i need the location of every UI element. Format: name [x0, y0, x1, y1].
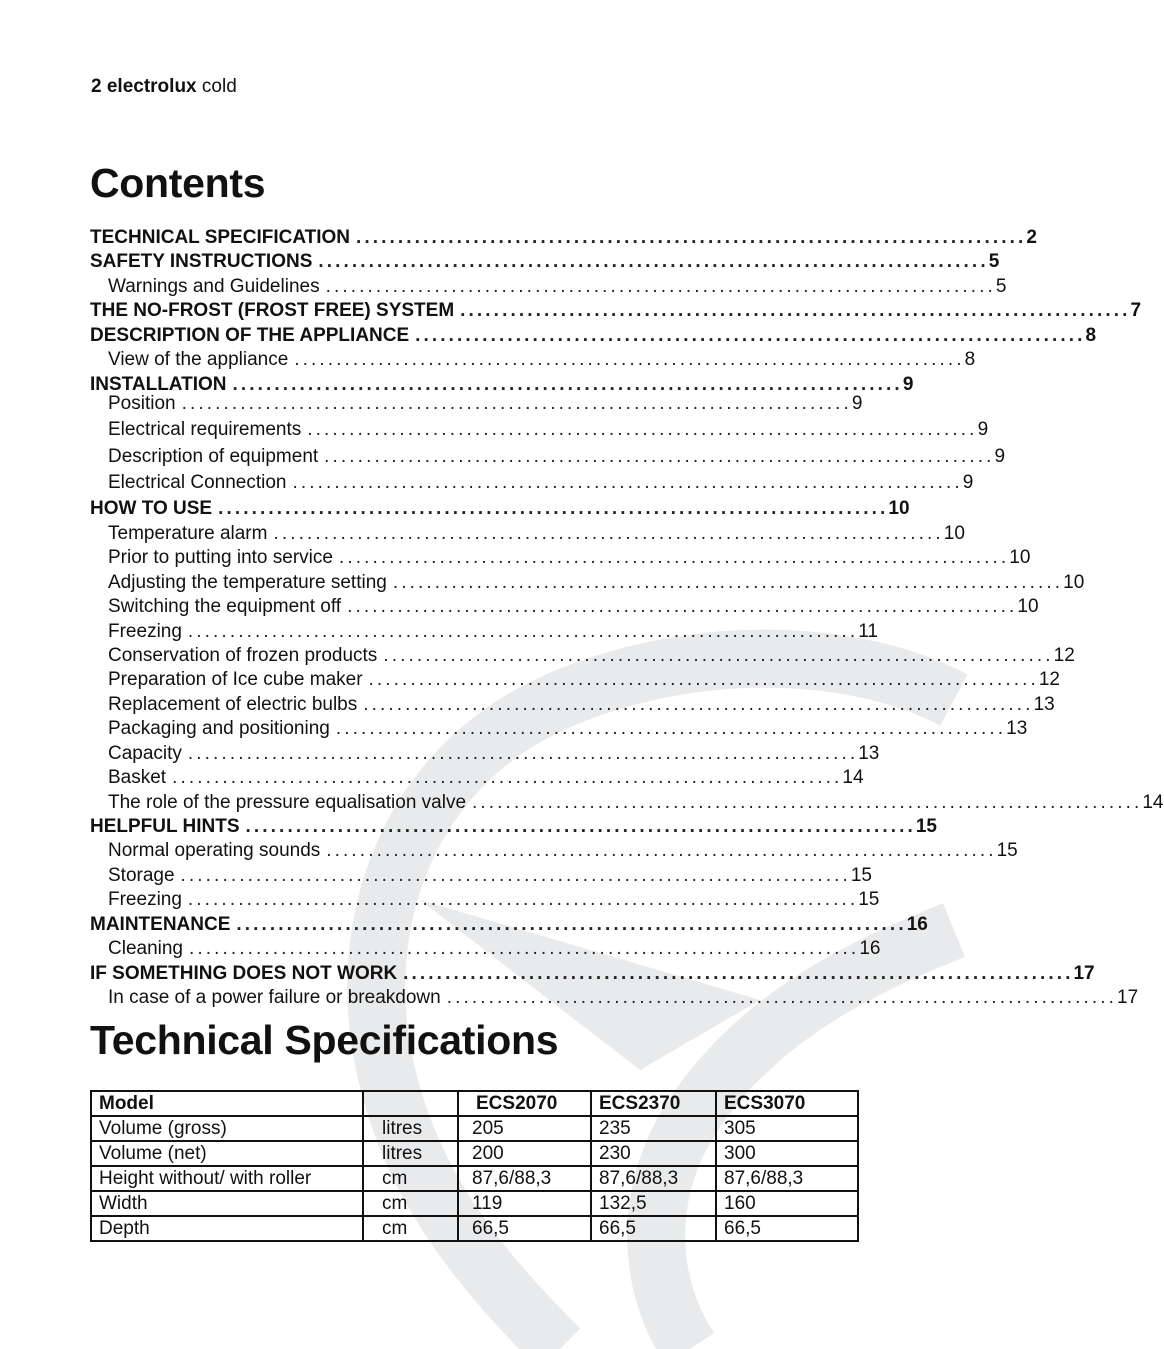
table-cell: 66,5 — [458, 1216, 591, 1241]
toc-dot-leader: ................................................................................ — [294, 349, 965, 370]
toc-entry-title: Packaging and positioning — [108, 718, 330, 739]
toc-subsection-entry — [108, 693, 1055, 717]
toc-entry-title: View of the appliance — [108, 349, 289, 370]
table-cell: Volume (gross) — [91, 1116, 363, 1141]
toc-entry-title: HOW TO USE — [90, 498, 213, 519]
toc-page-number: 12 — [1038, 669, 1060, 690]
table-cell: Depth — [91, 1216, 363, 1241]
toc-page-number: 9 — [851, 393, 863, 414]
toc-dot-leader: ................................................................................ — [335, 718, 1007, 739]
column-header — [363, 1091, 458, 1116]
column-header: Model — [91, 1091, 363, 1116]
toc-entry-title: Electrical Connection — [108, 472, 287, 493]
toc-entry-title: Preparation of Ice cube maker — [108, 669, 363, 690]
toc-entry-title: Warnings and Guidelines — [108, 276, 320, 297]
table-cell: 66,5 — [591, 1216, 716, 1241]
table-cell: 87,6/88,3 — [591, 1166, 716, 1191]
toc-page-number: 15 — [996, 840, 1018, 861]
toc-subsection-entry — [108, 888, 880, 912]
table-cell: 235 — [591, 1116, 716, 1141]
toc-page-number: 15 — [850, 865, 872, 886]
table-cell: 87,6/88,3 — [458, 1166, 591, 1191]
toc-entry-title: HELPFUL HINTS — [90, 816, 240, 837]
toc-dot-leader: ................................................................................ — [307, 419, 978, 440]
toc-page-number: 5 — [988, 251, 1000, 272]
toc-entry-title: Replacement of electric bulbs — [108, 694, 358, 715]
toc-subsection-entry — [108, 864, 872, 888]
toc-dot-leader: ................................................................................ — [187, 621, 859, 642]
toc-subsection-entry — [108, 471, 974, 495]
toc-entry-title: Basket — [108, 767, 167, 788]
toc-subsection-entry — [108, 644, 1075, 668]
toc-subsection-entry — [108, 445, 1006, 469]
toc-page-number: 9 — [977, 419, 989, 440]
brand-name: electrolux — [106, 76, 197, 97]
table-header-row — [91, 1091, 858, 1116]
toc-dot-leader: ................................................................................ — [368, 669, 1039, 690]
toc-entry-title: DESCRIPTION OF THE APPLIANCE — [90, 325, 410, 346]
toc-subsection-entry — [108, 595, 1039, 619]
table-cell: litres — [363, 1116, 458, 1141]
table-cell: litres — [363, 1141, 458, 1166]
toc-entry-title: IF SOMETHING DOES NOT WORK — [90, 963, 398, 984]
table-cell: Width — [91, 1191, 363, 1216]
toc-page-number: 7 — [1130, 300, 1142, 321]
toc-page-number: 2 — [1026, 227, 1037, 248]
toc-dot-leader: ................................................................................ — [189, 938, 860, 959]
toc-subsection-entry — [108, 742, 880, 766]
table-row — [91, 1216, 858, 1241]
toc-subsection-entry — [108, 717, 1028, 741]
toc-dot-leader: ................................................................................ — [181, 393, 852, 414]
toc-section-entry — [90, 250, 1000, 274]
toc-page-number: 10 — [1063, 572, 1085, 593]
table-cell: 160 — [716, 1191, 858, 1216]
toc-dot-leader: ................................................................................ — [218, 498, 889, 519]
toc-dot-leader: ................................................................................ — [338, 547, 1010, 568]
toc-subsection-entry — [108, 522, 965, 546]
toc-dot-leader: ................................................................................ — [318, 251, 989, 272]
page-number: 2 — [91, 76, 102, 97]
toc-dot-leader: ................................................................................ — [172, 767, 843, 788]
toc-page-number: 10 — [1009, 547, 1031, 568]
toc-entry-title: Switching the equipment off — [108, 596, 342, 617]
toc-subsection-entry — [108, 839, 1018, 863]
toc-section-entry — [90, 962, 1095, 986]
toc-dot-leader: ................................................................................ — [187, 889, 859, 910]
toc-page-number: 9 — [962, 472, 974, 493]
table-cell: 119 — [458, 1191, 591, 1216]
toc-entry-title: SAFETY INSTRUCTIONS — [90, 251, 313, 272]
toc-entry-title: Adjusting the temperature setting — [108, 572, 387, 593]
table-row — [91, 1141, 858, 1166]
toc-page-number: 17 — [1117, 987, 1139, 1008]
toc-page-number: 14 — [842, 767, 864, 788]
toc-page-number: 16 — [906, 914, 928, 935]
toc-subsection-entry — [108, 937, 881, 961]
table-cell: 132,5 — [591, 1191, 716, 1216]
toc-dot-leader: ................................................................................ — [403, 963, 1074, 984]
table-row — [91, 1116, 858, 1141]
table-cell: 230 — [591, 1141, 716, 1166]
table-cell: cm — [363, 1216, 458, 1241]
table-cell: 300 — [716, 1141, 858, 1166]
toc-subsection-entry — [108, 348, 976, 372]
toc-page-number: 10 — [1017, 596, 1039, 617]
toc-dot-leader: ................................................................................ — [187, 743, 859, 764]
table-cell: Volume (net) — [91, 1141, 363, 1166]
toc-page-number: 10 — [943, 523, 965, 544]
toc-entry-title: Normal operating sounds — [108, 840, 321, 861]
toc-entry-title: Conservation of frozen products — [108, 645, 378, 666]
table-cell: Height without/ with roller — [91, 1166, 363, 1191]
toc-entry-title: Storage — [108, 865, 175, 886]
toc-page-number: 8 — [1085, 325, 1097, 346]
toc-entry-title: MAINTENANCE — [90, 914, 231, 935]
toc-subsection-entry — [108, 620, 878, 644]
toc-entry-title: In case of a power failure or breakdown — [108, 987, 441, 1008]
toc-section-entry — [90, 913, 928, 937]
toc-page-number: 17 — [1073, 963, 1095, 984]
page-header — [91, 76, 237, 98]
toc-dot-leader: ................................................................................ — [383, 645, 1054, 666]
toc-subsection-entry — [108, 546, 1031, 570]
table-row — [91, 1191, 858, 1216]
toc-page-number: 9 — [994, 446, 1006, 467]
toc-page-number: 8 — [964, 349, 976, 370]
section-name: cold — [201, 76, 237, 97]
toc-entry-title: Freezing — [108, 889, 182, 910]
table-cell: cm — [363, 1191, 458, 1216]
toc-section-entry — [90, 324, 1097, 348]
toc-dot-leader: ................................................................................ — [232, 374, 903, 395]
toc-subsection-entry — [108, 668, 1060, 692]
toc-section-entry — [90, 299, 1142, 323]
toc-entry-title: Position — [108, 393, 176, 414]
contents-title: Contents — [90, 160, 266, 206]
column-header: ECS2070 — [458, 1091, 591, 1116]
toc-page-number: 14 — [1142, 792, 1164, 813]
toc-entry-title: INSTALLATION — [90, 374, 227, 395]
toc-entry-title: TECHNICAL SPECIFICATION — [90, 227, 351, 248]
toc-entry-title: Cleaning — [108, 938, 183, 959]
toc-dot-leader: ................................................................................ — [245, 816, 916, 837]
technical-specifications-title: Technical Specifications — [90, 1017, 559, 1063]
toc-entry-title: Electrical requirements — [108, 419, 302, 440]
table-cell: 87,6/88,3 — [716, 1166, 858, 1191]
table-cell: 66,5 — [716, 1216, 858, 1241]
toc-subsection-entry — [108, 275, 1007, 299]
technical-specifications-table — [90, 1090, 859, 1242]
toc-page-number: 13 — [858, 743, 880, 764]
toc-subsection-entry — [108, 392, 863, 416]
toc-dot-leader: ................................................................................ — [356, 227, 1027, 248]
toc-dot-leader: ................................................................................ — [324, 446, 995, 467]
toc-page-number: 13 — [1033, 694, 1055, 715]
toc-subsection-entry — [108, 791, 1164, 815]
toc-subsection-entry — [108, 986, 1139, 1010]
toc-dot-leader: ................................................................................ — [415, 325, 1086, 346]
table-cell: cm — [363, 1166, 458, 1191]
toc-dot-leader: ................................................................................ — [292, 472, 963, 493]
toc-dot-leader: ................................................................................ — [325, 276, 996, 297]
column-header: ECS3070 — [716, 1091, 858, 1116]
toc-page-number: 10 — [888, 498, 910, 519]
toc-entry-title: The role of the pressure equalisation valve — [108, 792, 467, 813]
toc-entry-title: Capacity — [108, 743, 182, 764]
toc-dot-leader: ................................................................................ — [472, 792, 1143, 813]
table-cell: 305 — [716, 1116, 858, 1141]
toc-section-entry — [90, 497, 910, 521]
toc-entry-title: THE NO-FROST (FROST FREE) SYSTEM — [90, 300, 455, 321]
toc-dot-leader: ................................................................................ — [363, 694, 1034, 715]
toc-dot-leader: ................................................................................ — [326, 840, 997, 861]
table-row — [91, 1166, 858, 1191]
toc-subsection-entry — [108, 418, 989, 442]
toc-entry-title: Prior to putting into service — [108, 547, 333, 568]
toc-dot-leader: ................................................................................ — [392, 572, 1064, 593]
toc-dot-leader: ................................................................................ — [460, 300, 1131, 321]
toc-page-number: 11 — [858, 621, 878, 642]
toc-dot-leader: ................................................................................ — [180, 865, 851, 886]
toc-page-number: 12 — [1053, 645, 1075, 666]
toc-subsection-entry — [108, 571, 1085, 595]
table-cell: 200 — [458, 1141, 591, 1166]
toc-page-number: 15 — [915, 816, 937, 837]
toc-entry-title: Description of equipment — [108, 446, 319, 467]
toc-page-number: 5 — [995, 276, 1007, 297]
toc-page-number: 13 — [1006, 718, 1028, 739]
column-header: ECS2370 — [591, 1091, 716, 1116]
toc-dot-leader: ................................................................................ — [446, 987, 1117, 1008]
toc-dot-leader: ................................................................................ — [236, 914, 907, 935]
toc-page-number: 9 — [902, 374, 914, 395]
toc-section-entry — [90, 815, 937, 839]
toc-page-number: 15 — [858, 889, 880, 910]
table-cell: 205 — [458, 1116, 591, 1141]
toc-entry-title: Temperature alarm — [108, 523, 268, 544]
toc-dot-leader: ................................................................................ — [273, 523, 944, 544]
toc-entry-title: Freezing — [108, 621, 182, 642]
toc-section-entry — [90, 226, 1037, 250]
toc-subsection-entry — [108, 766, 864, 790]
toc-page-number: 16 — [859, 938, 881, 959]
toc-dot-leader: ................................................................................ — [347, 596, 1018, 617]
